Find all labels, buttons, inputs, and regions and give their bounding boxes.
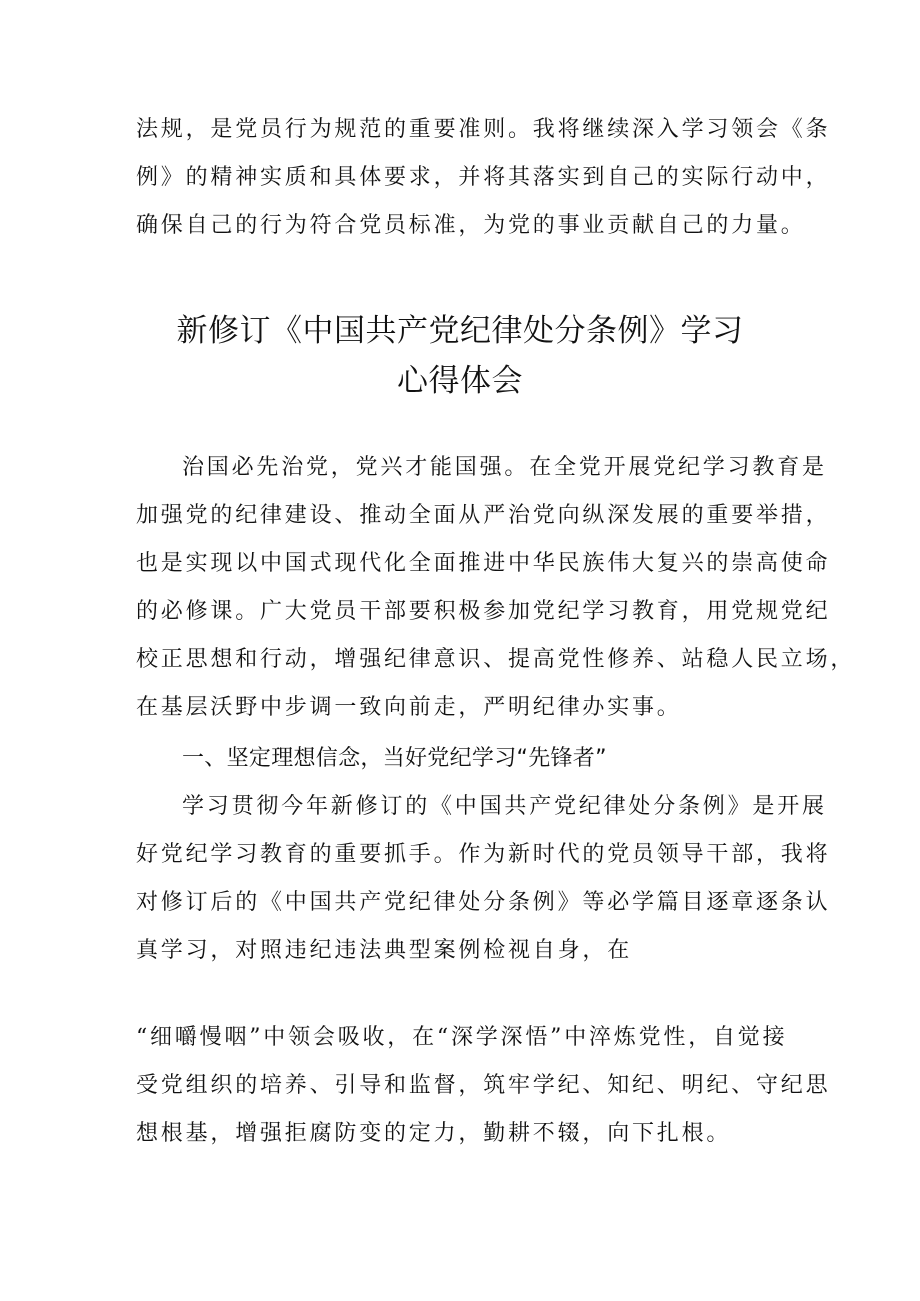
paragraph-line-4: 的必修课。广大党员干部要积极参加党纪学习教育，用党规党纪 (136, 599, 831, 624)
section-heading: 一、坚定理想信念，当好党纪学习“先锋者” (182, 746, 607, 771)
paragraph-line-1: 治国必先治党，党兴才能国强。在全党开展党纪学习教育是 (182, 455, 827, 480)
section-line-1: 学习贯彻今年新修订的《中国共产党纪律处分条例》是开展 (182, 794, 827, 819)
title-line-1: 新修订《中国共产党纪律处分条例》学习 (176, 313, 744, 349)
section-line-2: 好党纪学习教育的重要抓手。作为新时代的党员领导干部，我将 (136, 842, 831, 867)
paragraph-line-6: 在基层沃野中步调一致向前走，严明纪律办实事。 (136, 695, 682, 720)
intro-line-3: 确保自己的行为符合党员标准，为党的事业贡献自己的力量。 (136, 213, 806, 238)
section-line-4: 真学习，对照违纪违法典型案例检视自身，在 (136, 938, 633, 963)
intro-line-1: 法规，是党员行为规范的重要准则。我将继续深入学习领会《条 (136, 117, 831, 142)
paragraph-line-2: 加强党的纪律建设、推动全面从严治党向纵深发展的重要举措， (136, 503, 831, 528)
title-line-2: 心得体会 (397, 363, 523, 399)
paragraph-line-3: 也是实现以中国式现代化全面推进中华民族伟大复兴的崇高使命 (136, 551, 831, 576)
continuation-line-1: “细嚼慢咽”中领会吸收，在“深学深悟”中淬炼党性，自觉接 (136, 1025, 788, 1050)
section-line-3: 对修订后的《中国共产党纪律处分条例》等必学篇目逐章逐条认 (136, 890, 831, 915)
continuation-line-2: 受党组织的培养、引导和监督，筑牢学纪、知纪、明纪、守纪思 (136, 1073, 831, 1098)
paragraph-line-5: 校正思想和行动，增强纪律意识、提高党性修养、站稳人民立场， (136, 647, 856, 672)
intro-line-2: 例》的精神实质和具体要求，并将其落实到自己的实际行动中， (136, 165, 831, 190)
continuation-line-3: 想根基，增强拒腐防变的定力，勤耕不辍，向下扎根。 (136, 1121, 732, 1146)
